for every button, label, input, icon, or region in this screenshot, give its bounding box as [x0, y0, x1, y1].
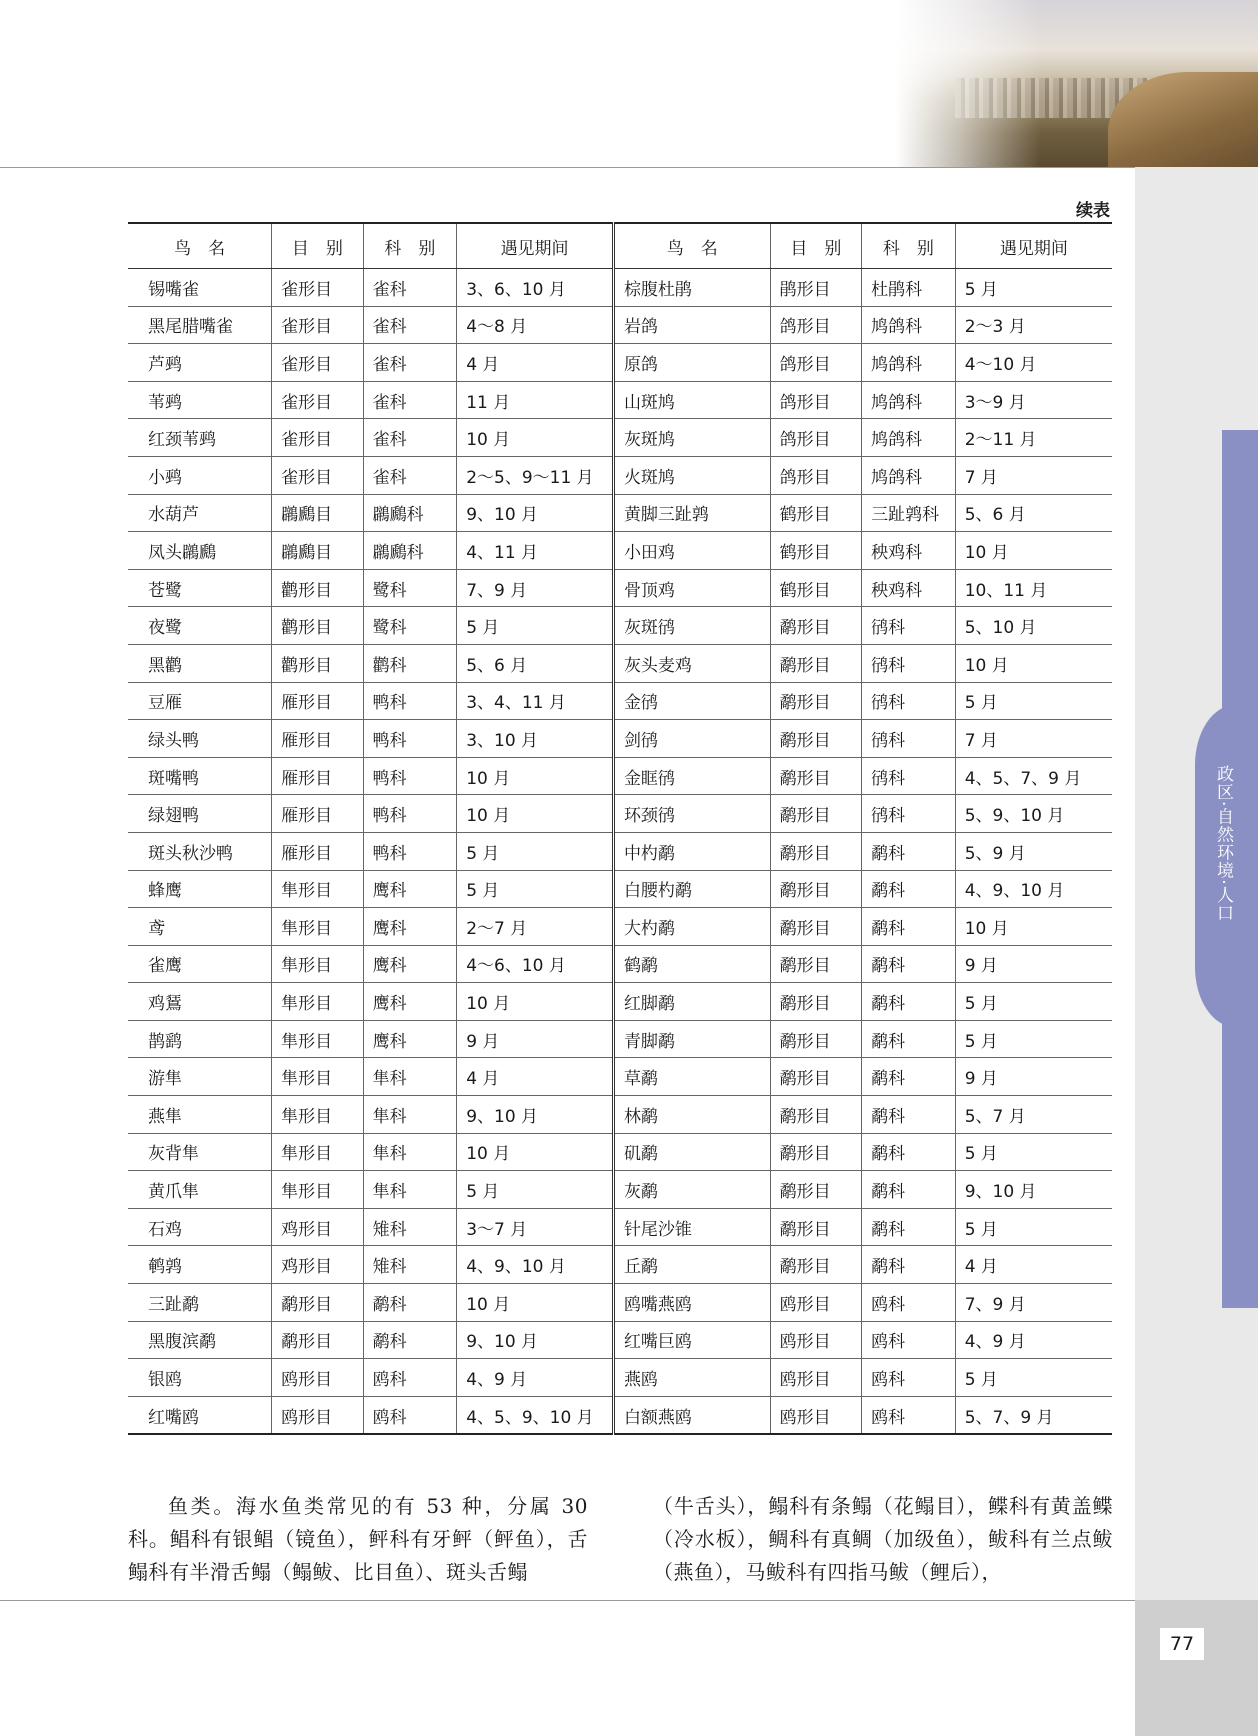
table-cell: 5 月 [955, 1208, 1112, 1246]
table-cell: 鹬形目 [770, 1096, 861, 1134]
table-row [128, 607, 1112, 645]
table-cell: 雀科 [363, 344, 457, 382]
table-cell: 鸻科 [862, 720, 956, 758]
table-cell: 游隼 [128, 1058, 272, 1096]
table-row [128, 757, 1112, 795]
table-cell: 芦鹀 [128, 344, 272, 382]
table-cell: 2～3 月 [955, 306, 1112, 344]
table-cell: 鸡形目 [272, 1246, 363, 1284]
table-cell: 鹬形目 [272, 1284, 363, 1322]
table-cell: 剑鸻 [613, 720, 770, 758]
table-cell: 鹬科 [862, 1133, 956, 1171]
table-row [128, 795, 1112, 833]
table-cell: 10、11 月 [955, 569, 1112, 607]
table-cell: 雀科 [363, 381, 457, 419]
header-landscape-photo [895, 0, 1258, 167]
table-cell: 2～5、9～11 月 [457, 456, 614, 494]
table-cell: 雉科 [363, 1208, 457, 1246]
table-cell: 10 月 [457, 795, 614, 833]
table-cell: 隼科 [363, 1133, 457, 1171]
table-cell: 7 月 [955, 456, 1112, 494]
column-header: 目 别 [770, 223, 861, 269]
table-cell: 隼科 [363, 1058, 457, 1096]
table-cell: 夜鹭 [128, 607, 272, 645]
table-cell: 鹬形目 [770, 1020, 861, 1058]
table-cell: 中杓鹬 [613, 832, 770, 870]
table-cell: 鸠鸽科 [862, 456, 956, 494]
column-header: 目 别 [272, 223, 363, 269]
table-cell: 秧鸡科 [862, 569, 956, 607]
table-row [128, 306, 1112, 344]
column-header: 鸟 名 [613, 223, 770, 269]
table-cell: 矶鹬 [613, 1133, 770, 1171]
table-cell: 灰背隼 [128, 1133, 272, 1171]
table-row [128, 1284, 1112, 1322]
table-cell: 4、5、9、10 月 [457, 1396, 614, 1434]
table-cell: 鸊鷉目 [272, 532, 363, 570]
table-body [128, 269, 1112, 1435]
table-cell: 雁形目 [272, 832, 363, 870]
table-row [128, 1396, 1112, 1434]
table-cell: 鹬形目 [770, 1208, 861, 1246]
table-cell: 鸻科 [862, 607, 956, 645]
table-cell: 鹬形目 [770, 1133, 861, 1171]
column-header: 遇见期间 [457, 223, 614, 269]
table-cell: 4、5、7、9 月 [955, 757, 1112, 795]
table-cell: 鸽形目 [770, 381, 861, 419]
table-cell: 4、11 月 [457, 532, 614, 570]
table-cell: 7、9 月 [955, 1284, 1112, 1322]
table-cell: 鸽形目 [770, 456, 861, 494]
table-cell: 隼形目 [272, 870, 363, 908]
column-header: 科 别 [363, 223, 457, 269]
table-row [128, 1246, 1112, 1284]
table-cell: 雀形目 [272, 306, 363, 344]
table-cell: 鹳形目 [272, 607, 363, 645]
table-cell: 绿头鸭 [128, 720, 272, 758]
table-cell: 鹬形目 [272, 1321, 363, 1359]
table-row [128, 1096, 1112, 1134]
table-cell: 小田鸡 [613, 532, 770, 570]
table-cell: 林鹬 [613, 1096, 770, 1134]
table-cell: 黄爪隼 [128, 1171, 272, 1209]
table-cell: 鸭科 [363, 682, 457, 720]
table-cell: 鹬形目 [770, 644, 861, 682]
table-row [128, 456, 1112, 494]
table-cell: 鹬科 [862, 1058, 956, 1096]
table-cell: 鹬形目 [770, 832, 861, 870]
table-cell: 鹬科 [862, 832, 956, 870]
table-cell: 5、6 月 [955, 494, 1112, 532]
table-cell: 鸥科 [862, 1321, 956, 1359]
table-cell: 5 月 [955, 269, 1112, 307]
page-number: 77 [1160, 1628, 1204, 1660]
table-cell: 雀形目 [272, 381, 363, 419]
table-row [128, 494, 1112, 532]
table-cell: 鹬形目 [770, 795, 861, 833]
table-cell: 5 月 [457, 1171, 614, 1209]
table-cell: 隼形目 [272, 1096, 363, 1134]
table-cell: 鹬科 [862, 870, 956, 908]
table-cell: 9、10 月 [457, 494, 614, 532]
table-cell: 石鸡 [128, 1208, 272, 1246]
table-cell: 鹰科 [363, 945, 457, 983]
table-row [128, 870, 1112, 908]
table-cell: 豆雁 [128, 682, 272, 720]
table-cell: 鸭科 [363, 795, 457, 833]
table-cell: 4 月 [955, 1246, 1112, 1284]
table-cell: 5 月 [955, 1020, 1112, 1058]
table-cell: 斑头秋沙鸭 [128, 832, 272, 870]
table-cell: 2～11 月 [955, 419, 1112, 457]
table-cell: 雀形目 [272, 419, 363, 457]
table-cell: 雀科 [363, 269, 457, 307]
table-cell: 5 月 [457, 607, 614, 645]
table-cell: 大杓鹬 [613, 908, 770, 946]
table-cell: 5、7 月 [955, 1096, 1112, 1134]
body-paragraph-right: （牛舌头），鳎科有条鳎（花鳎目），鲽科有黄盖鲽（冷水板），鲷科有真鲷（加级鱼），鲅科有兰点鲅（燕鱼），马鲅科有四指马鲅（鲤后）， [653, 1494, 1113, 1584]
table-cell: 白额燕鸥 [613, 1396, 770, 1434]
table-cell: 隼形目 [272, 1020, 363, 1058]
table-cell: 雁形目 [272, 720, 363, 758]
table-cell: 灰斑鸠 [613, 419, 770, 457]
table-cell: 隼形目 [272, 1058, 363, 1096]
table-cell: 雁形目 [272, 682, 363, 720]
table-cell: 鸻科 [862, 757, 956, 795]
table-cell: 棕腹杜鹃 [613, 269, 770, 307]
table-cell: 鹰科 [363, 870, 457, 908]
table-row [128, 269, 1112, 307]
table-cell: 鸥形目 [272, 1396, 363, 1434]
table-cell: 火斑鸠 [613, 456, 770, 494]
table-cell: 斑嘴鸭 [128, 757, 272, 795]
table-cell: 鹬形目 [770, 908, 861, 946]
table-cell: 金眶鸻 [613, 757, 770, 795]
table-cell: 5、9、10 月 [955, 795, 1112, 833]
table-cell: 7、9 月 [457, 569, 614, 607]
table-cell: 5 月 [955, 682, 1112, 720]
table-cell: 黑尾腊嘴雀 [128, 306, 272, 344]
table-cell: 9 月 [457, 1020, 614, 1058]
table-cell: 10 月 [457, 757, 614, 795]
table-cell: 苇鹀 [128, 381, 272, 419]
table-cell: 白腰杓鹬 [613, 870, 770, 908]
table-cell: 5 月 [457, 832, 614, 870]
table-cell: 黑鹳 [128, 644, 272, 682]
table-cell: 隼形目 [272, 945, 363, 983]
table-cell: 岩鸽 [613, 306, 770, 344]
table-cell: 鸥形目 [272, 1359, 363, 1397]
table-cell: 鸽形目 [770, 419, 861, 457]
table-cell: 鸻科 [862, 644, 956, 682]
table-cell: 鹬形目 [770, 1058, 861, 1096]
table-row [128, 1321, 1112, 1359]
table-cell: 鸡鵟 [128, 983, 272, 1021]
table-cell: 杜鹃科 [862, 269, 956, 307]
table-row [128, 344, 1112, 382]
table-cell: 鹬科 [862, 945, 956, 983]
table-row [128, 908, 1112, 946]
table-header-row [128, 223, 1112, 269]
table-row [128, 945, 1112, 983]
table-row [128, 832, 1112, 870]
table-cell: 鹭科 [363, 607, 457, 645]
table-cell: 小鹀 [128, 456, 272, 494]
body-paragraph-left: 鱼类。海水鱼类常见的有 53 种，分属 30 科。鲳科有银鲳（镜鱼），鲆科有牙鲆（鲆鱼），舌鳎科有半滑舌鳎（鳎鲅、比目鱼）、斑头舌鳎 [128, 1494, 588, 1584]
table-row [128, 644, 1112, 682]
table-cell: 鹬科 [862, 908, 956, 946]
table-cell: 3～9 月 [955, 381, 1112, 419]
table-cell: 5 月 [457, 870, 614, 908]
table-cell: 苍鹭 [128, 569, 272, 607]
table-cell: 3、4、11 月 [457, 682, 614, 720]
table-cell: 骨顶鸡 [613, 569, 770, 607]
table-row [128, 532, 1112, 570]
table-cell: 雀形目 [272, 344, 363, 382]
table-cell: 鹬科 [862, 1208, 956, 1246]
table-cell: 10 月 [457, 419, 614, 457]
table-cell: 凤头鸊鷉 [128, 532, 272, 570]
table-row [128, 381, 1112, 419]
table-cell: 燕鸥 [613, 1359, 770, 1397]
table-cell: 红嘴巨鸥 [613, 1321, 770, 1359]
table-cell: 雀形目 [272, 269, 363, 307]
table-row [128, 983, 1112, 1021]
table-cell: 鹬形目 [770, 757, 861, 795]
table-cell: 鹭科 [363, 569, 457, 607]
table-row [128, 419, 1112, 457]
table-cell: 5 月 [955, 1133, 1112, 1171]
table-row [128, 720, 1112, 758]
table-cell: 鹰科 [363, 983, 457, 1021]
table-cell: 鸢 [128, 908, 272, 946]
table-cell: 鹬科 [363, 1321, 457, 1359]
table-cell: 4～8 月 [457, 306, 614, 344]
table-cell: 10 月 [955, 908, 1112, 946]
table-cell: 9、10 月 [457, 1096, 614, 1134]
table-cell: 鸻科 [862, 682, 956, 720]
table-cell: 鹤形目 [770, 532, 861, 570]
table-cell: 银鸥 [128, 1359, 272, 1397]
footer-rule [0, 1600, 1135, 1601]
table-cell: 10 月 [955, 532, 1112, 570]
table-cell: 金鸻 [613, 682, 770, 720]
table-cell: 10 月 [457, 1133, 614, 1171]
table-cell: 鹬科 [363, 1284, 457, 1322]
table-cell: 鹰科 [363, 908, 457, 946]
table-row [128, 569, 1112, 607]
table-cell: 鹬形目 [770, 682, 861, 720]
table-cell: 鸠鸽科 [862, 306, 956, 344]
table-cell: 4、9 月 [955, 1321, 1112, 1359]
table-cell: 9、10 月 [955, 1171, 1112, 1209]
table-cell: 隼形目 [272, 1171, 363, 1209]
table-cell: 三趾鹬 [128, 1284, 272, 1322]
table-cell: 9、10 月 [457, 1321, 614, 1359]
table-cell: 鸊鷉目 [272, 494, 363, 532]
bird-species-table [128, 222, 1112, 1435]
table-cell: 4、9、10 月 [955, 870, 1112, 908]
table-row [128, 1359, 1112, 1397]
table-cell: 灰头麦鸡 [613, 644, 770, 682]
table-cell: 隼形目 [272, 908, 363, 946]
table-cell: 鸽形目 [770, 306, 861, 344]
table-cell: 鹬科 [862, 1096, 956, 1134]
table-cell: 5、6 月 [457, 644, 614, 682]
table-cell: 鸭科 [363, 757, 457, 795]
footer-corner-block [1135, 1600, 1258, 1736]
table-cell: 雁形目 [272, 795, 363, 833]
table-cell: 鹬形目 [770, 607, 861, 645]
table-cell: 鹬科 [862, 1020, 956, 1058]
table-row [128, 682, 1112, 720]
table-cell: 鸥科 [862, 1396, 956, 1434]
table-cell: 3～7 月 [457, 1208, 614, 1246]
table-row [128, 1208, 1112, 1246]
table-cell: 雀形目 [272, 456, 363, 494]
table-cell: 鸭科 [363, 832, 457, 870]
table-cell: 5、9 月 [955, 832, 1112, 870]
table-cell: 鸥嘴燕鸥 [613, 1284, 770, 1322]
table-cell: 鸥形目 [770, 1284, 861, 1322]
table-cell: 7 月 [955, 720, 1112, 758]
table-cell: 鹃形目 [770, 269, 861, 307]
table-cell: 雉科 [363, 1246, 457, 1284]
table-cell: 鹬形目 [770, 983, 861, 1021]
table-cell: 环颈鸻 [613, 795, 770, 833]
table-cell: 鹤鹬 [613, 945, 770, 983]
table-row [128, 1058, 1112, 1096]
table-cell: 雁形目 [272, 757, 363, 795]
table-row [128, 1020, 1112, 1058]
table-cell: 燕隼 [128, 1096, 272, 1134]
table-cell: 鸥科 [363, 1396, 457, 1434]
continued-table-label: 续表 [1076, 201, 1110, 221]
table-cell: 鸽形目 [770, 344, 861, 382]
table-cell: 蜂鹰 [128, 870, 272, 908]
table-cell: 水葫芦 [128, 494, 272, 532]
table-cell: 3、6、10 月 [457, 269, 614, 307]
table-cell: 鹤形目 [770, 494, 861, 532]
table-cell: 草鹬 [613, 1058, 770, 1096]
table-cell: 10 月 [457, 1284, 614, 1322]
table-cell: 鸠鸽科 [862, 344, 956, 382]
table-cell: 10 月 [955, 644, 1112, 682]
table-cell: 三趾鹑科 [862, 494, 956, 532]
table-cell: 锡嘴雀 [128, 269, 272, 307]
table-cell: 5、10 月 [955, 607, 1112, 645]
table-cell: 隼形目 [272, 983, 363, 1021]
table-cell: 鸥形目 [770, 1321, 861, 1359]
table-row [128, 1133, 1112, 1171]
table-cell: 鸻科 [862, 795, 956, 833]
table-cell: 4～10 月 [955, 344, 1112, 382]
table-cell: 3、10 月 [457, 720, 614, 758]
table-cell: 9 月 [955, 1058, 1112, 1096]
table-cell: 鸥科 [862, 1284, 956, 1322]
table-row [128, 1171, 1112, 1209]
table-cell: 鸡形目 [272, 1208, 363, 1246]
table-cell: 9 月 [955, 945, 1112, 983]
table-cell: 原鸽 [613, 344, 770, 382]
table-cell: 鹳科 [363, 644, 457, 682]
table-cell: 鸊鷉科 [363, 494, 457, 532]
table-cell: 鹤形目 [770, 569, 861, 607]
table-cell: 鹊鹞 [128, 1020, 272, 1058]
table-cell: 隼科 [363, 1096, 457, 1134]
table-cell: 鹬形目 [770, 1171, 861, 1209]
table-cell: 鹳形目 [272, 569, 363, 607]
table-cell: 丘鹬 [613, 1246, 770, 1284]
table-cell: 4、9 月 [457, 1359, 614, 1397]
table-cell: 鸊鷉科 [363, 532, 457, 570]
table-cell: 5 月 [955, 983, 1112, 1021]
table-cell: 隼形目 [272, 1133, 363, 1171]
table-cell: 雀科 [363, 456, 457, 494]
table-cell: 针尾沙锥 [613, 1208, 770, 1246]
table-cell: 4～6、10 月 [457, 945, 614, 983]
table-cell: 4、9、10 月 [457, 1246, 614, 1284]
header-rule [0, 167, 1135, 168]
table-cell: 鸥科 [862, 1359, 956, 1397]
table-cell: 青脚鹬 [613, 1020, 770, 1058]
table-cell: 5 月 [955, 1359, 1112, 1397]
table-cell: 鹬科 [862, 983, 956, 1021]
table-cell: 鹌鹑 [128, 1246, 272, 1284]
table-cell: 雀科 [363, 306, 457, 344]
table-cell: 红颈苇鹀 [128, 419, 272, 457]
table-cell: 鸠鸽科 [862, 381, 956, 419]
table-cell: 鸠鸽科 [862, 419, 956, 457]
table-cell: 鸥科 [363, 1359, 457, 1397]
table-cell: 雀科 [363, 419, 457, 457]
table-cell: 灰鹬 [613, 1171, 770, 1209]
chapter-tab-label: 政区·自然环境·人口 [1213, 765, 1233, 922]
table-cell: 鹬科 [862, 1246, 956, 1284]
table-cell: 4 月 [457, 344, 614, 382]
table-cell: 鹬形目 [770, 720, 861, 758]
table-cell: 黑腹滨鹬 [128, 1321, 272, 1359]
table-cell: 鹳形目 [272, 644, 363, 682]
table-cell: 红嘴鸥 [128, 1396, 272, 1434]
table-cell: 鸥形目 [770, 1359, 861, 1397]
table-cell: 鹬形目 [770, 1246, 861, 1284]
table-cell: 鹰科 [363, 1020, 457, 1058]
table-cell: 2～7 月 [457, 908, 614, 946]
table-cell: 10 月 [457, 983, 614, 1021]
table-cell: 鸭科 [363, 720, 457, 758]
column-header: 鸟 名 [128, 223, 272, 269]
table-cell: 鸥形目 [770, 1396, 861, 1434]
table-cell: 鹬形目 [770, 945, 861, 983]
table-cell: 5、7、9 月 [955, 1396, 1112, 1434]
table-cell: 红脚鹬 [613, 983, 770, 1021]
table-cell: 雀鹰 [128, 945, 272, 983]
table-cell: 黄脚三趾鹑 [613, 494, 770, 532]
table-cell: 鹬科 [862, 1171, 956, 1209]
table-cell: 11 月 [457, 381, 614, 419]
table-cell: 山斑鸠 [613, 381, 770, 419]
table-cell: 4 月 [457, 1058, 614, 1096]
table-cell: 灰斑鸻 [613, 607, 770, 645]
column-header: 遇见期间 [955, 223, 1112, 269]
table-cell: 隼科 [363, 1171, 457, 1209]
table-cell: 秧鸡科 [862, 532, 956, 570]
column-header: 科 别 [862, 223, 956, 269]
table-cell: 绿翅鸭 [128, 795, 272, 833]
table-cell: 鹬形目 [770, 870, 861, 908]
